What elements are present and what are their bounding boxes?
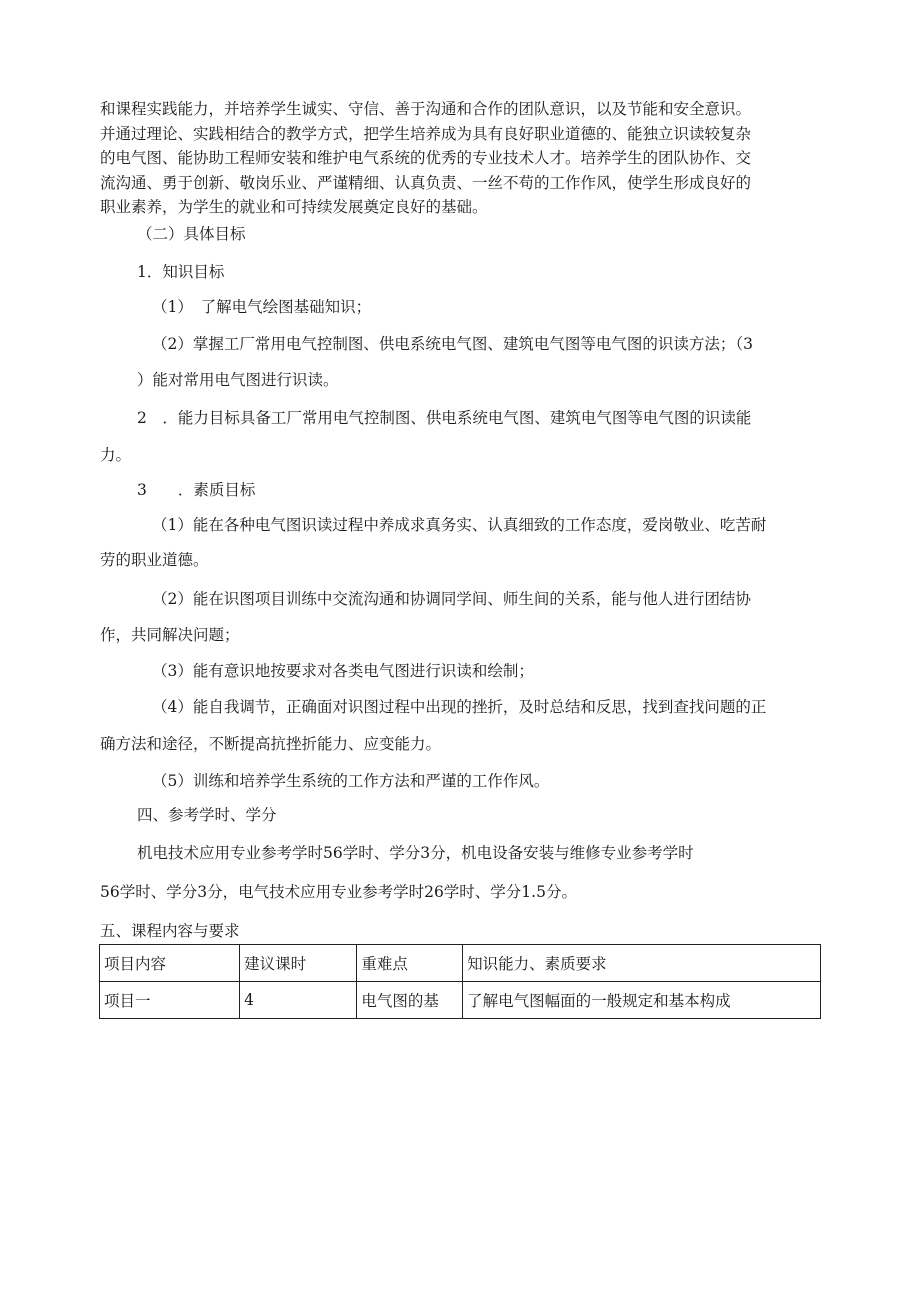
quality-item-3: （3）能有意识地按要求对各类电气图进行识读和绘制； [152, 662, 534, 680]
quality-goal-heading: 3 ．素质目标 [137, 481, 256, 499]
intro-line: 的电气图、能协助工程师安装和维护电气系统的优秀的专业技术人才。培养学生的团队协作、交 [100, 149, 752, 167]
table-header-cell: 重难点 [357, 945, 463, 982]
section-heading-course-content: 五、课程内容与要求 [100, 922, 240, 940]
ability-goal-line-1: 2 ．能力目标具备工厂常用电气控制图、供电系统电气图、建筑电气图等电气图的识读能 [137, 409, 752, 427]
knowledge-item-1: （1） 了解电气绘图基础知识； [152, 298, 372, 316]
quality-item-2: （2）能在识图项目训练中交流沟通和协调同学间、师生间的关系，能与他人进行团结协 [152, 590, 751, 608]
table-header-cell: 项目内容 [100, 945, 240, 982]
hours-credits-line-2: 56学时、学分3分，电气技术应用专业参考学时26学时、学分1.5分。 [100, 883, 577, 901]
intro-paragraph [100, 97, 820, 220]
table-row [100, 982, 821, 1019]
hours-credits-line-1: 机电技术应用专业参考学时56学时、学分3分，机电设备安装与维修专业参考学时 [137, 844, 694, 862]
intro-line: 和课程实践能力，并培养学生诚实、守信、善于沟通和合作的团队意识，以及节能和安全意识。 [100, 100, 752, 118]
table-cell: 电气图的基 [357, 982, 463, 1019]
course-content-table [99, 944, 821, 1019]
table-cell: 了解电气图幅面的一般规定和基本构成 [463, 982, 821, 1019]
quality-item-4-cont: 确方法和途径，不断提高抗挫折能力、应变能力。 [100, 735, 442, 753]
quality-item-1-cont: 劳的职业道德。 [100, 551, 209, 569]
intro-line: 职业素养，为学生的就业和可持续发展奠定良好的基础。 [100, 198, 488, 216]
intro-line: 并通过理论、实践相结合的教学方式，把学生培养成为具有良好职业道德的、能独立识读较复杂 [100, 124, 752, 143]
knowledge-item-3: ）能对常用电气图进行识读。 [137, 371, 339, 389]
table-cell: 项目一 [100, 982, 240, 1019]
quality-item-2-cont: 作，共同解决问题； [100, 626, 240, 644]
knowledge-goal-heading: 1．知识目标 [137, 263, 225, 281]
quality-item-5: （5）训练和培养学生系统的工作方法和严谨的工作作风。 [152, 772, 550, 790]
knowledge-item-2: （2）掌握工厂常用电气控制图、供电系统电气图、建筑电气图等电气图的识读方法；（3 [152, 335, 753, 353]
table-cell: 4 [240, 982, 357, 1019]
quality-item-4: （4）能自我调节，正确面对识图过程中出现的挫折，及时总结和反思，找到查找问题的正 [152, 698, 767, 716]
quality-item-1: （1）能在各种电气图识读过程中养成求真务实、认真细致的工作态度，爱岗敬业、吃苦耐 [152, 516, 767, 534]
section-heading-specific-goals: （二）具体目标 [137, 225, 246, 243]
ability-goal-line-2: 力。 [100, 446, 132, 464]
table-header-row [100, 945, 821, 982]
intro-line: 流沟通、勇于创新、敬岗乐业、严谨精细、认真负责、一丝不苟的工作作风，使学生形成良好的 [100, 173, 752, 192]
section-heading-hours-credits: 四、参考学时、学分 [137, 806, 277, 824]
table-header-cell: 建议课时 [240, 945, 357, 982]
table-header-cell: 知识能力、素质要求 [463, 945, 821, 982]
